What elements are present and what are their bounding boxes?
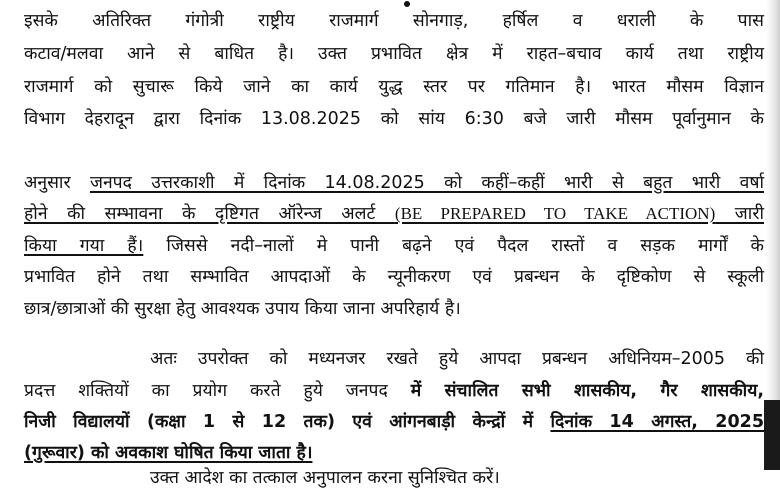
line-8-rest: जिससे नदी–नालों मे पानी बढ़ने एवं पैदल रास्तों व सड़क मार्गों के [143,236,764,256]
line-1: इसके अतिरिक्त गंगोत्री राष्ट्रीय राजमार्ग सोनगाड़, हर्षिल व धराली के पास [24,11,764,31]
line-12-bold: में संचालित सभी शासकीय, गैर शासकीय, [410,381,764,401]
cropped-top-mark [24,0,764,4]
line-13-underlined: दिनांक 14 अगस्त, 2025 [550,412,764,432]
line-11: अतः उपरोक्त को मध्यनजर रखते हुये आपदा प्रबन्धन अधिनियम–2005 की [150,349,764,369]
line-2: कटाव/मलवा आने से बाधित है। उक्त प्रभावित क्षेत्र में राहत–बचाव कार्य तथा राष्ट्रीय [24,44,764,64]
line-15: उक्त आदेश का तत्काल अनुपालन करना सुनिश्चित करें। [150,468,500,488]
line-8 [24,233,764,259]
line-7-english: (BE PREPARED TO TAKE ACTION) [394,204,716,223]
line-10: छात्र/छात्राओं की सुरक्षा हेतु आवश्यक उपाय किया जाना अपरिहार्य है। [24,299,461,319]
line-13-bold: निजी विद्यालयों (कक्षा 1 से 12 तक) एवं आंगनबाड़ी केन्द्रों में [24,412,551,432]
line-6-prefix: अनुसार [24,173,90,193]
line-14-underlined: (गुरूवार) को अवकाश घोषित किया जाता है। [24,443,313,463]
line-6-underlined: जनपद उत्तरकाशी में दिनांक 14.08.2025 को कहीं–कहीं भारी से बहुत भारी वर्षा [89,173,764,193]
line-6 [24,170,764,196]
page-edge-dark [764,400,780,470]
line-13 [24,409,764,435]
line-7 [24,201,764,227]
line-14 [24,440,764,466]
line-8-underlined: किया गया हैं। [24,236,144,256]
line-12 [24,378,764,404]
line-3: राजमार्ग को सुचारू किये जाने का कार्य युद्ध स्तर पर गतिमान है। भारत मौसम विज्ञान [24,77,764,97]
line-9: प्रभावित होने तथा सम्भावित आपदाओं के न्यूनीकरण एवं प्रबन्धन के दृष्टिकोण से स्कूली [24,267,764,287]
line-7-underlined-b: जारी [715,204,765,224]
line-4: विभाग देहरादून द्वारा दिनांक 13.08.2025 को सांय 6:30 बजे जारी मौसम पूर्वानुमान के [24,109,764,129]
line-12-plain: प्रदत्त शक्तियों का प्रयोग करते हुये जनपद [24,381,411,401]
line-7-underlined-a: होने की सम्भावना के दृष्टिगत ऑरेन्ज अलर्ट [24,204,395,224]
